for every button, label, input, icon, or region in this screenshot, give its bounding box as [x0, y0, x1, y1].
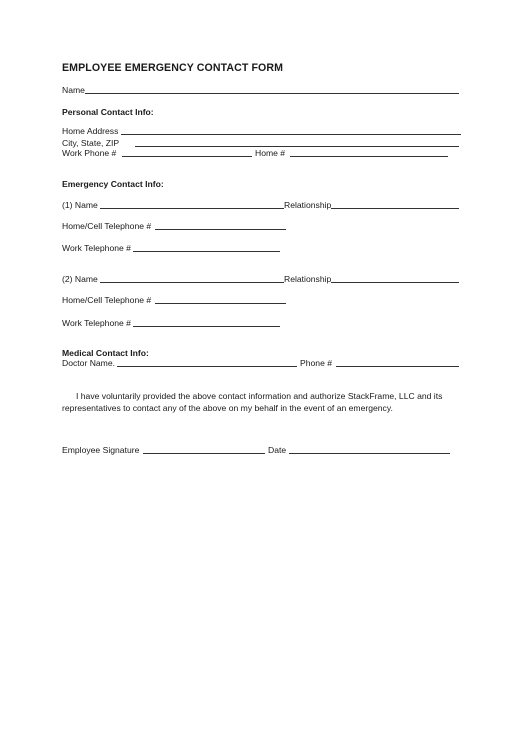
doctor-name-label: Doctor Name.: [62, 358, 116, 368]
contact1-home-cell-label: Home/Cell Telephone #: [62, 221, 152, 231]
contact1-work-label: Work Telephone #: [62, 243, 131, 253]
contact2-name-label: (2) Name: [62, 274, 98, 284]
employee-signature-label: Employee Signature: [62, 445, 140, 455]
employee-signature-field[interactable]: [143, 453, 265, 454]
contact2-home-cell-label: Home/Cell Telephone #: [62, 295, 152, 305]
contact2-name-field[interactable]: [100, 282, 284, 283]
city-state-zip-label: City, State, ZIP: [62, 138, 120, 148]
doctor-phone-label: Phone #: [300, 358, 333, 368]
contact2-work-label: Work Telephone #: [62, 318, 131, 328]
doctor-phone-field[interactable]: [336, 366, 459, 367]
contact1-relationship-label: Relationship: [284, 200, 332, 210]
work-phone-label: Work Phone #: [62, 148, 117, 158]
date-label: Date: [268, 445, 287, 455]
emergency-contact-heading: Emergency Contact Info:: [62, 179, 164, 189]
medical-contact-heading: Medical Contact Info:: [62, 348, 149, 358]
contact1-name-label: (1) Name: [62, 200, 98, 210]
contact2-home-cell-field[interactable]: [155, 303, 286, 304]
contact1-relationship-field[interactable]: [331, 208, 459, 209]
contact1-name-field[interactable]: [100, 208, 284, 209]
form-title: EMPLOYEE EMERGENCY CONTACT FORM: [62, 62, 284, 74]
personal-contact-heading: Personal Contact Info:: [62, 107, 154, 117]
contact1-work-field[interactable]: [133, 251, 280, 252]
contact2-work-field[interactable]: [133, 326, 280, 327]
name-field[interactable]: [85, 93, 459, 94]
home-phone-field[interactable]: [290, 156, 448, 157]
doctor-name-field[interactable]: [117, 366, 297, 367]
contact2-relationship-field[interactable]: [331, 282, 459, 283]
home-address-field[interactable]: [121, 134, 461, 135]
contact2-relationship-label: Relationship: [284, 274, 332, 284]
home-address-label: Home Address: [62, 126, 119, 136]
authorization-line-2: representatives to contact any of the above on my behalf in the event of an emergency.: [62, 403, 393, 413]
date-field[interactable]: [289, 453, 450, 454]
home-phone-label: Home #: [255, 148, 286, 158]
work-phone-field[interactable]: [122, 156, 252, 157]
authorization-line-1: I have voluntarily provided the above contact information and authorize StackFrame, LLC and its: [76, 391, 443, 401]
name-label: Name: [62, 85, 85, 95]
contact1-home-cell-field[interactable]: [155, 229, 286, 230]
city-state-zip-field[interactable]: [135, 146, 459, 147]
